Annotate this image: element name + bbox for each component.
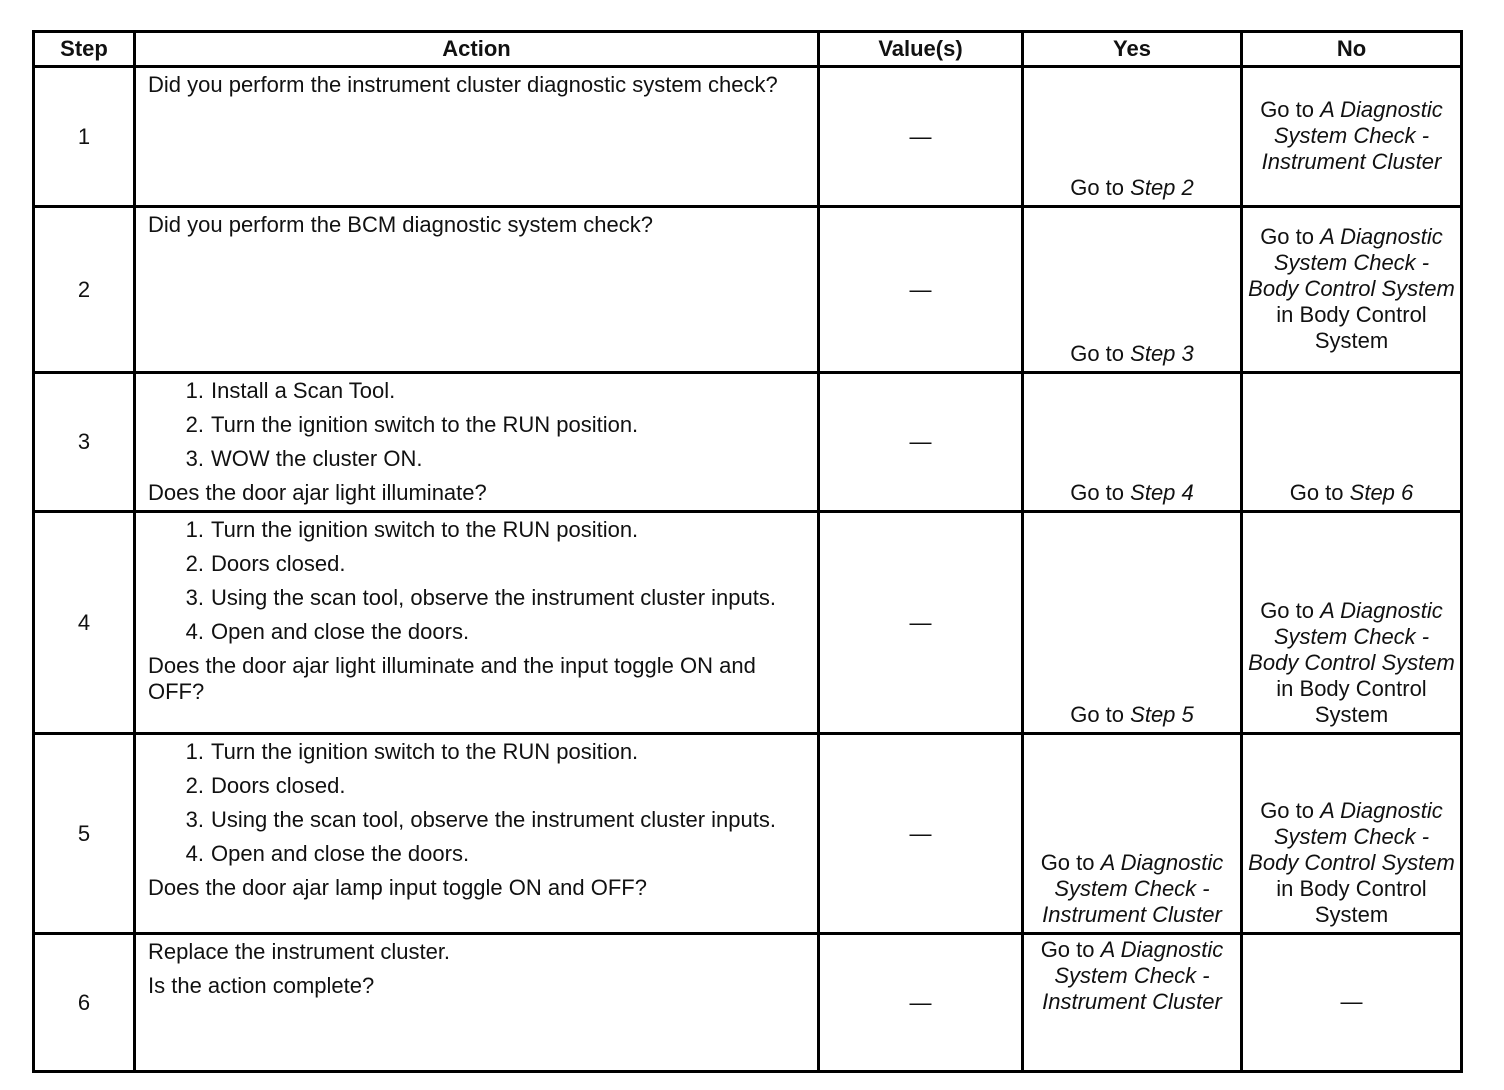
action-cell xyxy=(135,934,819,1072)
step-number: 6 xyxy=(34,934,135,1072)
no-tail: in Body Control System xyxy=(1276,876,1427,927)
yes-go: Go to xyxy=(1070,175,1125,200)
header-yes: Yes xyxy=(1023,32,1242,67)
yes-cell xyxy=(1023,67,1242,207)
yes-go: Go to xyxy=(1040,850,1095,875)
table-row-step-4 xyxy=(34,512,1462,734)
yes-go: Go to xyxy=(1070,702,1125,727)
list-item: 3. Using the scan tool, observe the instrument cluster inputs. xyxy=(185,585,776,610)
yes-ref: Step 3 xyxy=(1130,341,1194,366)
step-number: 5 xyxy=(34,734,135,934)
value-cell: — xyxy=(819,207,1023,373)
step-number: 4 xyxy=(34,512,135,734)
list-item: 1. Turn the ignition switch to the RUN position. xyxy=(185,739,639,764)
no-cell xyxy=(1242,734,1462,934)
action-question: Does the door ajar light illuminate? xyxy=(148,480,487,505)
no-ref: A Diagnostic System Check - Body Control System xyxy=(1248,598,1455,675)
action-question: Does the door ajar lamp input toggle ON and OFF? xyxy=(148,875,647,900)
yes-ref: Step 5 xyxy=(1130,702,1194,727)
action-cell xyxy=(135,207,819,373)
no-cell xyxy=(1242,373,1462,512)
value-cell: — xyxy=(819,373,1023,512)
action-question: Does the door ajar light illuminate and the input toggle ON and OFF? xyxy=(148,653,756,704)
yes-cell xyxy=(1023,373,1242,512)
no-ref: A Diagnostic System Check - Body Control System xyxy=(1248,798,1455,875)
no-cell xyxy=(1242,207,1462,373)
diagnostic-table xyxy=(32,30,1463,1073)
step-number: 3 xyxy=(34,373,135,512)
list-item: 2. Turn the ignition switch to the RUN position. xyxy=(185,412,639,437)
yes-go: Go to xyxy=(1040,937,1095,962)
yes-cell xyxy=(1023,734,1242,934)
table-row-step-5 xyxy=(34,734,1462,934)
no-tail: in Body Control System xyxy=(1276,301,1427,353)
yes-cell xyxy=(1023,934,1242,1072)
list-item: 1. Install a Scan Tool. xyxy=(185,378,396,403)
diagnostic-table-wrapper xyxy=(32,30,1463,1073)
list-item: 3. WOW the cluster ON. xyxy=(185,446,423,471)
yes-ref: A Diagnostic System Check - Instrument Cluster xyxy=(1042,937,1224,1014)
yes-cell xyxy=(1023,207,1242,373)
yes-go: Go to xyxy=(1070,341,1125,366)
action-cell xyxy=(135,734,819,934)
step-number: 1 xyxy=(34,67,135,207)
value-cell: — xyxy=(819,934,1023,1072)
table-row-step-1 xyxy=(34,67,1462,207)
no-go: Go to xyxy=(1260,598,1314,623)
action-question: Is the action complete? xyxy=(148,973,375,998)
header-action: Action xyxy=(135,32,819,67)
value-cell: — xyxy=(819,512,1023,734)
no-ref: Step 6 xyxy=(1349,480,1414,505)
yes-ref: A Diagnostic System Check - Instrument Cluster xyxy=(1042,850,1224,927)
yes-ref: Step 2 xyxy=(1130,175,1194,200)
list-item: 4. Open and close the doors. xyxy=(185,841,470,866)
table-row-step-3 xyxy=(34,373,1462,512)
list-item: 1. Turn the ignition switch to the RUN position. xyxy=(185,517,639,542)
header-step: Step xyxy=(34,32,135,67)
list-item: 2. Doors closed. xyxy=(185,551,346,576)
table-row-step-2 xyxy=(34,207,1462,373)
action-cell xyxy=(135,373,819,512)
yes-cell xyxy=(1023,512,1242,734)
no-ref: A Diagnostic System Check - Body Control System xyxy=(1248,223,1455,301)
no-go: Go to xyxy=(1260,96,1314,122)
header-no: No xyxy=(1242,32,1462,67)
header-values: Value(s) xyxy=(819,32,1023,67)
value-cell: — xyxy=(819,67,1023,207)
no-go: Go to xyxy=(1260,798,1314,823)
list-item: 4. Open and close the doors. xyxy=(185,619,470,644)
no-cell: — xyxy=(1242,934,1462,1072)
step-number: 2 xyxy=(34,207,135,373)
yes-go: Go to xyxy=(1070,480,1125,505)
list-item: 3. Using the scan tool, observe the instrument cluster inputs. xyxy=(185,807,776,832)
action-text: Did you perform the instrument cluster diagnostic system check? xyxy=(148,72,778,97)
no-ref: A Diagnostic System Check - Instrument Cluster xyxy=(1261,96,1443,174)
action-text: Did you perform the BCM diagnostic system check? xyxy=(148,212,653,237)
action-cell xyxy=(135,67,819,207)
list-item: 2. Doors closed. xyxy=(185,773,346,798)
action-text: Replace the instrument cluster. xyxy=(148,939,451,964)
no-tail: in Body Control System xyxy=(1276,676,1427,727)
table-row-step-6 xyxy=(34,934,1462,1072)
no-cell xyxy=(1242,67,1462,207)
value-cell: — xyxy=(819,734,1023,934)
action-cell xyxy=(135,512,819,734)
no-cell xyxy=(1242,512,1462,734)
no-go: Go to xyxy=(1260,223,1314,249)
yes-ref: Step 4 xyxy=(1130,480,1194,505)
header-row xyxy=(34,32,1462,67)
no-go: Go to xyxy=(1289,480,1344,505)
